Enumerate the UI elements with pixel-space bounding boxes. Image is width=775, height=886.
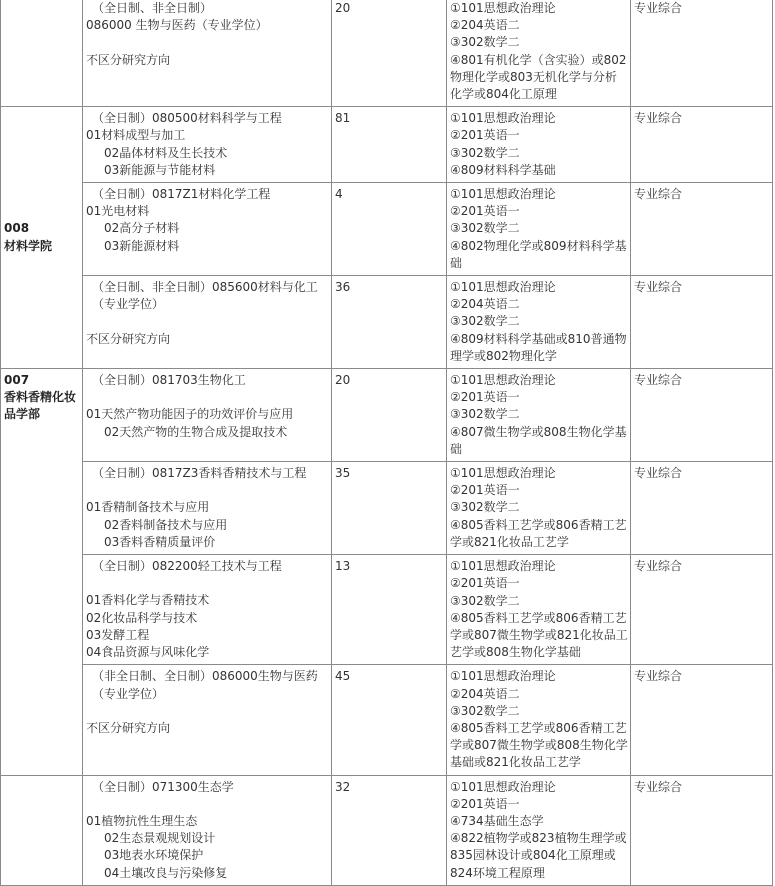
research-direction: 01香料化学与香精技术 [86,593,210,608]
major-title: （全日制）080500材料科学与工程 [92,111,282,126]
major-code: 086000 生物与医药（专业学位） [86,18,268,33]
quota-cell: 36 [332,276,447,369]
exam-cell [447,107,631,183]
quota-cell: 4 [332,183,447,276]
research-direction: 04食品资源与风味化学 [86,645,210,660]
exam-subject: ②201英语一 [450,390,520,405]
exam-subject: ①101思想政治理论 [450,187,556,202]
research-direction: 不区分研究方向 [86,52,171,67]
exam-subject: ③302数学二 [450,35,520,50]
exam-cell [447,555,631,665]
retest-cell: 专业综合 [631,462,773,555]
exam-subject: ④822植物学或823植物生理学或835园林设计或804化工原理或824环境工程原理 [450,831,627,880]
exam-subject: ②204英语二 [450,18,520,33]
major-title: （全日制、非全日制）085600材料与化工（专业学位） [92,280,318,312]
quota-cell: 45 [332,665,447,775]
exam-subject: ④805香料工艺学或806香精工艺学或807微生物学或808生物化学基础或821化妆品工艺学 [450,720,628,770]
research-direction: 不区分研究方向 [86,720,171,735]
table-row [1,0,773,107]
exam-subject: ③302数学二 [450,500,520,515]
exam-subject: ①101思想政治理论 [450,779,556,794]
table-row [1,183,773,276]
major-cell [83,0,332,107]
research-direction: 01光电材料 [86,204,150,219]
major-title: （全日制）082200轻工技术与工程 [92,559,282,574]
exam-subject: ②204英语二 [450,686,520,701]
major-cell [83,369,332,462]
research-direction: 03香料香精质量评价 [104,534,216,549]
major-cell [83,183,332,276]
research-direction: 01材料成型与加工 [86,128,186,143]
retest-cell: 专业综合 [631,276,773,369]
major-cell [83,276,332,369]
major-cell [83,775,332,885]
quota-cell: 32 [332,775,447,885]
major-cell [83,462,332,555]
exam-subject: ④805香料工艺学或806香精工艺学或807微生物学或821化妆品工艺学或808生物化学基础 [450,610,628,660]
exam-cell [447,369,631,462]
dept-name: 材料学院 [4,238,53,253]
exam-subject: ①101思想政治理论 [450,373,556,388]
exam-cell [447,775,631,885]
exam-subject: ④809材料科学基础或810普通物理学或802物理化学 [450,331,627,363]
major-title: （全日制、非全日制） [92,1,213,15]
exam-cell [447,462,631,555]
quota-cell: 20 [332,369,447,462]
table-row [1,775,773,885]
exam-subject: ④801有机化学（含实验）或802物理化学或803无机化学与分析化学或804化工原理 [450,52,627,102]
dept-cell [1,369,83,775]
exam-subject: ④734基础生态学 [450,813,544,828]
exam-subject: ①101思想政治理论 [450,111,556,126]
major-title: （非全日制、全日制）086000生物与医药（专业学位） [92,669,318,701]
exam-cell [447,0,631,107]
exam-subject: ③302数学二 [450,145,520,160]
table-row [1,369,773,462]
exam-cell [447,665,631,775]
exam-subject: ③302数学二 [450,221,520,236]
dept-code: 007 [4,373,30,388]
exam-subject: ②201英语一 [450,204,520,219]
exam-subject: ①101思想政治理论 [450,669,556,684]
exam-subject: ②204英语二 [450,297,520,312]
research-direction: 01植物抗性生理生态 [86,813,198,828]
table-row [1,555,773,665]
research-direction: 02化妆品科学与技术 [86,610,198,625]
quota-cell: 20 [332,0,447,107]
exam-subject: ②201英语一 [450,576,520,591]
retest-cell: 专业综合 [631,775,773,885]
major-cell [83,107,332,183]
table-row [1,276,773,369]
exam-subject: ①101思想政治理论 [450,280,556,295]
exam-cell [447,183,631,276]
retest-cell: 专业综合 [631,555,773,665]
exam-subject: ④809材料科学基础 [450,162,556,177]
exam-subject: ①101思想政治理论 [450,1,556,15]
exam-cell [447,276,631,369]
quota-cell: 81 [332,107,447,183]
research-direction: 03发酵工程 [86,627,150,642]
table-row [1,462,773,555]
exam-subject: ②201英语一 [450,796,520,811]
exam-subject: ①101思想政治理论 [450,559,556,574]
research-direction: 02生态景观规划设计 [104,831,216,846]
retest-cell: 专业综合 [631,665,773,775]
exam-subject: ④805香料工艺学或806香精工艺学或821化妆品工艺学 [450,517,627,549]
exam-subject: ②201英语一 [450,128,520,143]
research-direction: 03新能源与节能材料 [104,162,216,177]
exam-subject: ①101思想政治理论 [450,466,556,481]
dept-cell [1,775,83,885]
exam-subject: ④802物理化学或809材料科学基础 [450,238,627,270]
retest-cell: 专业综合 [631,0,773,107]
research-direction: 01香精制备技术与应用 [86,500,210,515]
exam-subject: ③302数学二 [450,314,520,329]
research-direction: 02晶体材料及生长技术 [104,145,228,160]
major-title: （全日制）0817Z3香料香精技术与工程 [92,466,307,481]
research-direction: 03地表水环境保护 [104,848,204,863]
research-direction: 02香料制备技术与应用 [104,517,228,532]
exam-subject: ②201英语一 [450,483,520,498]
retest-cell: 专业综合 [631,183,773,276]
quota-cell: 13 [332,555,447,665]
major-title: （全日制）0817Z1材料化学工程 [92,187,271,202]
quota-cell: 35 [332,462,447,555]
dept-cell [1,107,83,369]
dept-cell [1,0,83,107]
major-cell [83,665,332,775]
research-direction: 02高分子材料 [104,221,180,236]
retest-cell: 专业综合 [631,107,773,183]
retest-cell: 专业综合 [631,369,773,462]
research-direction: 01天然产物功能因子的功效评价与应用 [86,407,294,422]
dept-name: 香料香精化妆品学部 [4,390,77,422]
exam-subject: ④807微生物学或808生物化学基础 [450,424,627,456]
research-direction: 不区分研究方向 [86,331,171,346]
exam-subject: ③302数学二 [450,593,520,608]
research-direction: 04土壤改良与污染修复 [104,865,228,880]
exam-subject: ③302数学二 [450,407,520,422]
major-title: （全日制）071300生态学 [92,779,234,794]
major-title: （全日制）081703生物化工 [92,373,246,388]
research-direction: 02天然产物的生物合成及提取技术 [104,424,288,439]
table-row [1,107,773,183]
table-row [1,665,773,775]
research-direction: 03新能源材料 [104,238,180,253]
major-cell [83,555,332,665]
dept-code: 008 [4,221,30,236]
exam-subject: ③302数学二 [450,703,520,718]
